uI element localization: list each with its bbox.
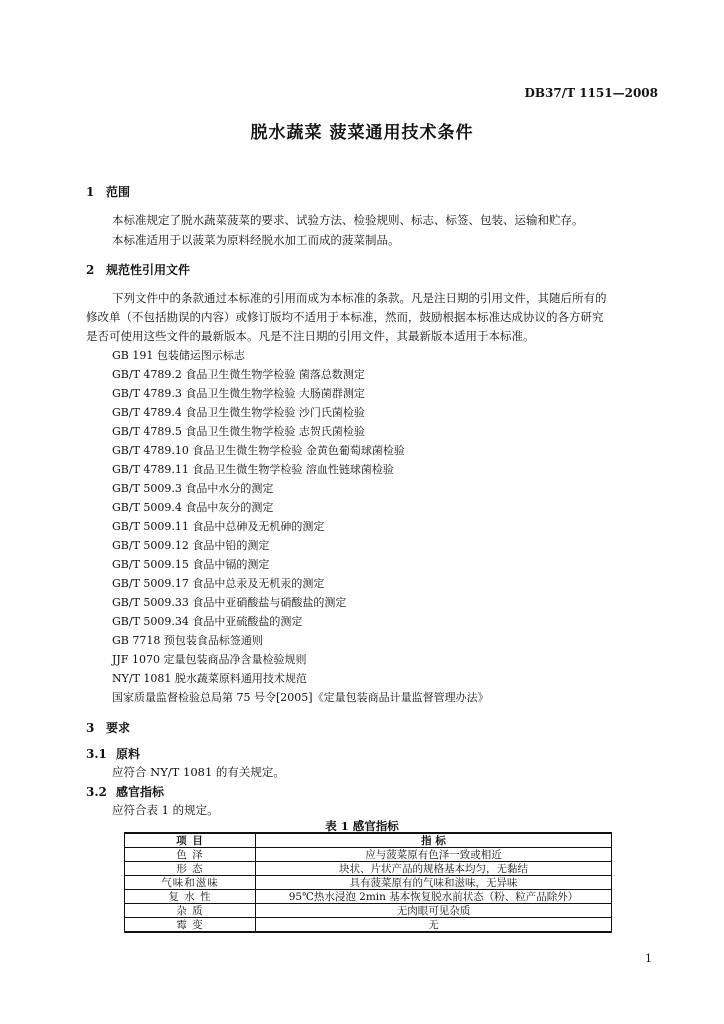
table-cell-index: 具有菠菜原有的气味和滋味，无异味 <box>256 876 612 890</box>
subsection-3-1-text: 应符合 NY/T 1081 的有关规定。 <box>112 765 285 779</box>
section-1-paragraph-2: 本标准适用于以菠菜为原料经脱水加工而成的菠菜制品。 <box>112 233 400 247</box>
table-cell-index: 块状、片状产品的规格基本均匀，无黏结 <box>256 862 612 876</box>
reference-item: JJF 1070 定量包装商品净含量检验规则 <box>112 653 307 666</box>
reference-item: GB/T 5009.17 食品中总汞及无机汞的测定 <box>112 577 325 590</box>
section-2-heading <box>86 261 190 278</box>
subsection-3-2-heading <box>86 783 164 800</box>
table-cell-item: 复 水 性 <box>125 890 256 904</box>
page-number: 1 <box>645 952 652 965</box>
reference-item: GB/T 4789.5 食品卫生微生物学检验 志贺氏菌检验 <box>112 425 365 438</box>
section-number: 2 <box>86 263 95 277</box>
subsection-3-2-text: 应符合表 1 的规定。 <box>112 803 219 817</box>
section-2-paragraph-line: 修改单（不包括勘误的内容）或修订版均不适用于本标准，然而，鼓励根据本标准达成协议的各方研究 <box>86 310 604 324</box>
table-row <box>125 862 612 876</box>
reference-item: 国家质量监督检验总局第 75 号令[2005]《定量包装商品计量监督管理办法》 <box>112 691 489 704</box>
reference-item: GB/T 4789.2 食品卫生微生物学检验 菌落总数测定 <box>112 368 365 381</box>
table-header-cell: 项 目 <box>125 833 256 848</box>
table-row <box>125 890 612 904</box>
table-cell-index: 无 <box>256 918 612 933</box>
table-cell-index: 95℃热水浸泡 2min 基本恢复脱水前状态（粉、粒产品除外） <box>256 890 612 904</box>
subsection-number: 3.1 <box>86 747 107 761</box>
table-header-row <box>125 833 612 848</box>
table-row <box>125 904 612 918</box>
document-title: 脱水蔬菜 菠菜通用技术条件 <box>250 123 474 143</box>
section-1-heading <box>86 183 130 200</box>
reference-item: GB/T 5009.34 食品中亚硫酸盐的测定 <box>112 615 303 628</box>
section-number: 1 <box>86 185 95 199</box>
section-1-paragraph-1: 本标准规定了脱水蔬菜菠菜的要求、试验方法、检验规则、标志、标签、包装、运输和贮存。 <box>112 213 584 227</box>
reference-item: GB 7718 预包装食品标签通则 <box>112 634 263 647</box>
table-cell-index: 应与菠菜原有色泽一致或相近 <box>256 848 612 862</box>
table-caption: 表 1 感官指标 <box>325 819 399 833</box>
section-2-paragraph-line: 是否可使用这些文件的最新版本。凡是不注日期的引用文件，其最新版本适用于本标准。 <box>86 329 535 343</box>
reference-item: GB/T 5009.11 食品中总砷及无机砷的测定 <box>112 520 325 533</box>
section-2-paragraph-line: 下列文件中的条款通过本标准的引用而成为本标准的条款。凡是注日期的引用文件，其随后所有的 <box>112 291 607 305</box>
document-number: DB37/T 1151—2008 <box>524 86 658 100</box>
subsection-title: 原料 <box>116 747 141 761</box>
table-cell-item: 形 态 <box>125 862 256 876</box>
table-cell-item: 杂 质 <box>125 904 256 918</box>
table-cell-index: 无肉眼可见杂质 <box>256 904 612 918</box>
table-row <box>125 876 612 890</box>
table-cell-item: 霉 变 <box>125 918 256 933</box>
table-cell-item: 气味和滋味 <box>125 876 256 890</box>
reference-item: GB/T 5009.4 食品中灰分的测定 <box>112 501 274 514</box>
reference-item: GB/T 4789.10 食品卫生微生物学检验 金黄色葡萄球菌检验 <box>112 444 405 457</box>
reference-item: NY/T 1081 脱水蔬菜原料通用技术规范 <box>112 672 307 685</box>
subsection-3-1-heading <box>86 745 140 762</box>
table-row <box>125 848 612 862</box>
reference-item: GB/T 4789.11 食品卫生微生物学检验 溶血性链球菌检验 <box>112 463 394 476</box>
reference-item: GB/T 5009.12 食品中铅的测定 <box>112 539 270 552</box>
section-3-heading <box>86 719 130 736</box>
section-title: 要求 <box>106 721 131 735</box>
reference-item: GB/T 4789.4 食品卫生微生物学检验 沙门氏菌检验 <box>112 406 365 419</box>
section-number: 3 <box>86 721 95 735</box>
reference-item: GB/T 5009.33 食品中亚硝酸盐与硝酸盐的测定 <box>112 596 347 609</box>
reference-item: GB/T 4789.3 食品卫生微生物学检验 大肠菌群测定 <box>112 387 365 400</box>
subsection-number: 3.2 <box>86 785 107 799</box>
table-cell-item: 色 泽 <box>125 848 256 862</box>
table-row <box>125 918 612 933</box>
section-title: 范围 <box>106 185 131 199</box>
section-title: 规范性引用文件 <box>106 263 191 277</box>
subsection-title: 感官指标 <box>116 785 165 799</box>
table-header-cell: 指 标 <box>256 833 612 848</box>
sensory-index-table <box>124 832 612 933</box>
reference-item: GB 191 包装储运图示标志 <box>112 349 245 362</box>
reference-item: GB/T 5009.15 食品中镉的测定 <box>112 558 270 571</box>
reference-item: GB/T 5009.3 食品中水分的测定 <box>112 482 274 495</box>
